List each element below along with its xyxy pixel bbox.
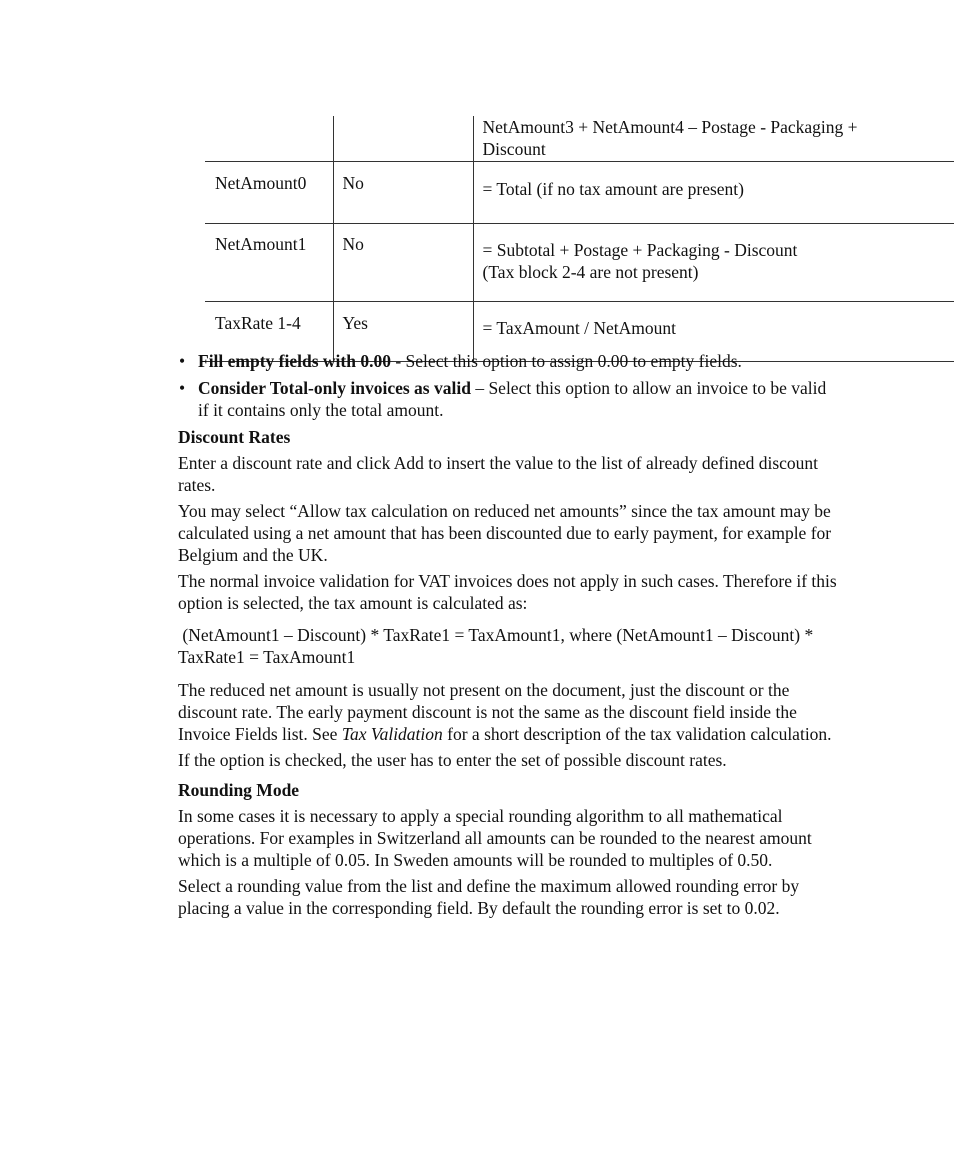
text-run: for a short description of the tax validation calculation. [442,724,832,744]
table-cell-field: NetAmount1 [205,224,333,302]
paragraph: You may select “Allow tax calculation on reduced net amounts” since the tax amount may be calculated using a net amount that has been discounted due to early payment, for example for Belgium and the UK. [178,501,832,565]
table-cell-field: NetAmount0 [205,162,333,224]
table-cell-formula [473,116,954,162]
list-item [178,350,838,372]
bullet-icon: • [179,378,186,398]
bullet-icon: • [179,351,186,371]
table-row [205,162,954,224]
table-cell-flag: No [333,224,473,302]
option-description: – Select this option to allow an invoice to be valid if it contains only the total amount. [198,378,827,420]
table-cell-formula [473,224,954,302]
list-item [178,377,838,421]
option-name: Consider Total-only invoices as valid [198,378,471,398]
options-list [178,350,838,421]
table-cell-formula [473,162,954,224]
table-cell-flag [333,116,473,162]
table-cell-flag: No [333,162,473,224]
paragraph: In some cases it is necessary to apply a special rounding algorithm to all mathematical operations. For examples in Switzerland all amounts can be rounded to the nearest amount which is a multiple of 0.05. In Sweden amounts will be rounded to multiples of 0.50. [178,806,812,870]
table-cell-flag: Yes [333,302,473,362]
formula-line: = Total (if no tax amount are present) [482,179,745,199]
formula-line: = TaxAmount / NetAmount [482,318,677,338]
formula-line: = Subtotal + Postage + Packaging - Discount [482,240,798,260]
formula-paragraph: (NetAmount1 – Discount) * TaxRate1 = TaxAmount1, where (NetAmount1 – Discount) * TaxRate1 = TaxAmount1 [178,625,814,667]
formula-line: Discount [482,139,546,159]
invoice-fields-table [205,116,954,362]
tax-validation-reference: Tax Validation [341,724,443,744]
table-cell-field [205,116,333,162]
option-description: - Select this option to assign 0.00 to empty fields. [390,351,742,371]
section-heading-rounding-mode: Rounding Mode [178,780,300,800]
option-name: Fill empty fields with 0.00 [198,351,391,371]
table-row [205,224,954,302]
paragraph: The normal invoice validation for VAT invoices does not apply in such cases. Therefore if this option is selected, the tax amount is calculated as: [178,571,837,613]
text-run: The reduced net amount is usually not present on the document, just the discount or the discount rate. The early payment discount is not the same as the discount field inside the Invoice Fields list. See [178,680,797,744]
paragraph [178,679,838,745]
formula-line: (Tax block 2-4 are not present) [482,262,699,282]
paragraph: Enter a discount rate and click Add to insert the value to the list of already defined discount rates. [178,453,819,495]
document-body [178,350,838,923]
paragraph: Select a rounding value from the list and define the maximum allowed rounding error by placing a value in the corresponding field. By default the rounding error is set to 0.02. [178,876,800,918]
section-heading-discount-rates: Discount Rates [178,427,291,447]
table-row [205,116,954,162]
paragraph: If the option is checked, the user has to enter the set of possible discount rates. [178,750,727,770]
table-cell-field: TaxRate 1-4 [205,302,333,362]
formula-line: NetAmount3 + NetAmount4 – Postage - Packaging + [482,117,858,137]
